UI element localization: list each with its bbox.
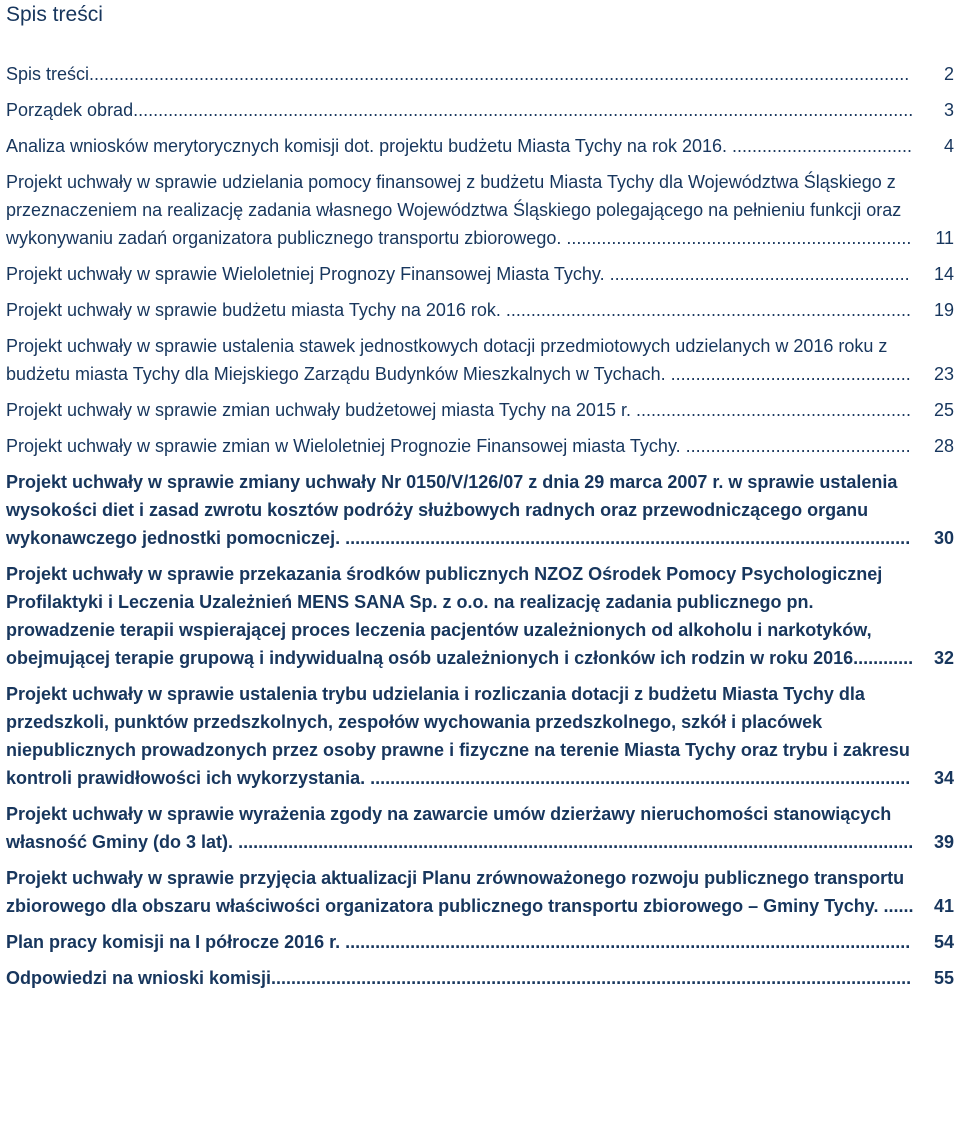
toc-entry[interactable]	[6, 396, 954, 424]
dot-leader: ................................................	[670, 364, 911, 384]
toc-entry-page-number: 14	[930, 260, 954, 288]
toc-entry-page-number: 25	[930, 396, 954, 424]
toc-entry[interactable]	[6, 468, 954, 552]
toc-entry-page-number: 4	[940, 132, 954, 160]
toc-entry-page-number: 11	[931, 224, 954, 252]
dot-leader: ....................................................................................................................................................................	[89, 64, 910, 84]
toc-entry-page-number: 54	[930, 928, 954, 956]
toc-entry-page-number: 3	[940, 96, 954, 124]
toc-entry[interactable]	[6, 96, 954, 124]
dot-leader: .......................................................	[635, 400, 912, 420]
toc-entry-page-number: 34	[930, 764, 954, 792]
toc-entry-page-number: 30	[930, 524, 954, 552]
toc-entry-title: Spis treści	[6, 64, 90, 84]
toc-entry[interactable]	[6, 296, 954, 324]
dot-leader: ...........	[858, 648, 914, 668]
dot-leader: .....................................................................	[566, 228, 912, 248]
toc-entry[interactable]	[6, 680, 954, 792]
toc-entry-page-number: 2	[940, 60, 954, 88]
dot-leader: ...........................................................................................................................................................	[138, 100, 914, 120]
toc-entry-page-number: 19	[930, 296, 954, 324]
toc-entry-page-number: 55	[930, 964, 954, 992]
toc-entry-page-number: 23	[930, 360, 954, 388]
dot-leader: ............................................................	[609, 264, 910, 284]
toc-entry[interactable]	[6, 132, 954, 160]
toc-entry[interactable]	[6, 432, 954, 460]
dot-leader: ....................................	[732, 136, 913, 156]
toc-entry-page-number: 39	[930, 828, 954, 856]
toc-entry-title: Projekt uchwały w sprawie przyjęcia aktualizacji Planu zrównoważonego rozwoju publicznego transportu zbiorowego dla obszaru właściwości organizatora publicznego transportu zbiorowego – Gminy Tychy.	[6, 868, 905, 916]
dot-leader: .............................................	[685, 436, 911, 456]
toc-entry-title: Projekt uchwały w sprawie zmiany uchwały Nr 0150/V/126/07 z dnia 29 marca 2007 r. w sprawie ustalenia wysokości diet i zasad zwrotu kosztów podróży służbowych radnych oraz przewodniczącego organu wykonawczego jednostki pomocniczej.	[6, 472, 898, 548]
toc-entry-title: Projekt uchwały w sprawie zmian w Wieloletniej Prognozie Finansowej miasta Tychy.	[6, 436, 686, 456]
dot-leader: ............................................................................................................	[370, 768, 911, 788]
toc-entry-title: Projekt uchwały w sprawie Wieloletniej Prognozy Finansowej Miasta Tychy.	[6, 264, 610, 284]
toc-entry-page-number: 32	[930, 644, 954, 672]
dot-leader: ......	[883, 896, 914, 916]
toc-entry-title: Projekt uchwały w sprawie ustalenia trybu udzielania i rozliczania dotacji z budżetu Miasta Tychy dla przedszkoli, punktów przedszkolnych, zespołów wychowania przedszkolnego, szkół i placówek niepublicznych prowadzonych przez osoby prawne i fizyczne na terenie Miasta Tychy oraz trybu i zakresu kontroli prawidłowości ich wykorzystania.	[6, 684, 910, 788]
toc-entry-title: Projekt uchwały w sprawie przekazania środków publicznych NZOZ Ośrodek Pomocy Psychologicznej Profilaktyki i Leczenia Uzależnień MENS SANA Sp. z o.o. na realizację zadania publicznego pn. prowadzenie terapii wspierającej proces leczenia pacjentów uzależnionych od alkoholu i narkotyków, obejmującej terapie grupową i indywidualną osób uzależnionych i członków ich rodzin w roku 2016.	[6, 564, 883, 668]
toc-entry[interactable]	[6, 964, 954, 992]
toc-entry-title: Projekt uchwały w sprawie ustalenia stawek jednostkowych dotacji przedmiotowych udzielanych w 2016 roku z budżetu miasta Tychy dla Miejskiego Zarządu Budynków Mieszkalnych w Tychach.	[6, 336, 888, 384]
toc-entry-title: Projekt uchwały w sprawie wyrażenia zgody na zawarcie umów dzierżawy nieruchomości stanowiących własność Gminy (do 3 lat).	[6, 804, 892, 852]
toc-entry[interactable]	[6, 928, 954, 956]
toc-entry-title: Plan pracy komisji na I półrocze 2016 r.	[6, 932, 346, 952]
toc-entry-title: Porządek obrad.	[6, 100, 139, 120]
toc-entry[interactable]	[6, 60, 954, 88]
toc-entry[interactable]	[6, 260, 954, 288]
toc-entry-title: Projekt uchwały w sprawie zmian uchwały budżetowej miasta Tychy na 2015 r.	[6, 400, 636, 420]
toc-entry[interactable]	[6, 168, 954, 252]
toc-entry[interactable]	[6, 864, 954, 920]
toc-entry-title: Projekt uchwały w sprawie udzielania pomocy finansowej z budżetu Miasta Tychy dla Województwa Śląskiego z przeznaczeniem na realizację zadania własnego Województwa Śląskiego polegającego na pełnieniu funkcji oraz wykonywaniu zadań organizatora publicznego transportu zbiorowego.	[6, 172, 902, 248]
toc-entry[interactable]	[6, 560, 954, 672]
toc-entry-page-number: 28	[930, 432, 954, 460]
dot-leader: .................................................................................................................	[345, 528, 911, 548]
dot-leader: ...............................................................................................................................	[276, 968, 912, 988]
toc-entry-title: Projekt uchwały w sprawie budżetu miasta Tychy na 2016 rok.	[6, 300, 506, 320]
toc-entry-title: Analiza wniosków merytorycznych komisji dot. projektu budżetu Miasta Tychy na rok 2016.	[6, 136, 732, 156]
dot-leader: .......................................................................................................................................	[238, 832, 914, 852]
toc-entry[interactable]	[6, 332, 954, 388]
dot-leader: .................................................................................................................	[345, 932, 911, 952]
toc-entry-title: Odpowiedzi na wnioski komisji.	[6, 968, 277, 988]
toc-entry-page-number: 41	[930, 892, 954, 920]
toc-list	[6, 60, 954, 1000]
dot-leader: .................................................................................	[505, 300, 912, 320]
toc-entry[interactable]	[6, 800, 954, 856]
toc-heading: Spis treści	[6, 3, 103, 26]
